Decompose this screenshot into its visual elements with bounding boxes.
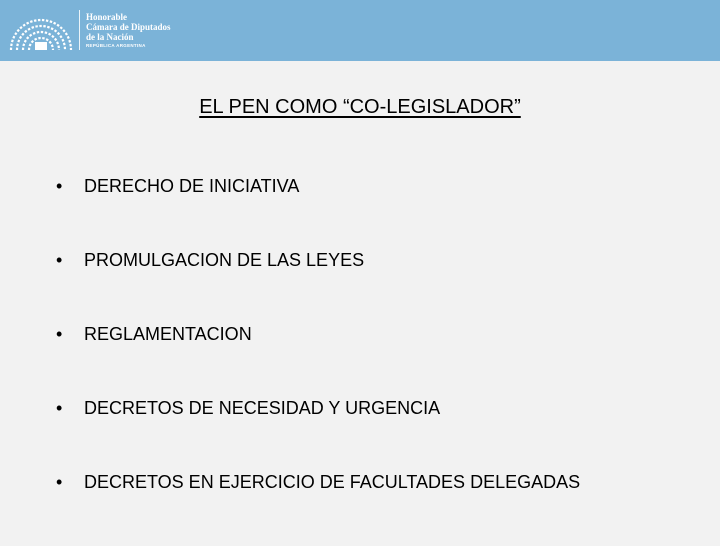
bullet-dot: •: [56, 398, 63, 418]
bullet-item: [56, 324, 580, 398]
bullet-item: [56, 250, 580, 324]
header-bar: [0, 0, 720, 61]
bullet-list: [56, 176, 580, 546]
bullet-item: [56, 472, 580, 546]
org-logotype: [86, 12, 171, 49]
org-country: REPÚBLICA ARGENTINA: [86, 43, 146, 48]
bullet-item: [56, 398, 580, 472]
bullet-text: DERECHO DE INICIATIVA: [84, 176, 300, 196]
slide-title: [0, 96, 720, 119]
bullet-dot: •: [56, 472, 63, 492]
logo-divider: [79, 10, 80, 50]
bullet-text: DECRETOS EN EJERCICIO DE FACULTADES DELEGADAS: [84, 472, 581, 492]
org-name-line1: Honorable: [86, 12, 128, 22]
bullet-dot: •: [56, 250, 63, 270]
bullet-dot: •: [56, 324, 63, 344]
bullet-dot: •: [56, 176, 63, 196]
parliament-hemicycle-icon: [8, 6, 74, 54]
bullet-text: DECRETOS DE NECESIDAD Y URGENCIA: [84, 398, 441, 418]
bullet-text: PROMULGACION DE LAS LEYES: [84, 250, 365, 270]
org-name-line2: Cámara de Diputados: [86, 22, 171, 32]
bullet-text: REGLAMENTACION: [84, 324, 252, 344]
slide-title-text: EL PEN COMO “CO-LEGISLADOR”: [199, 96, 521, 118]
org-name-line3: de la Nación: [86, 32, 134, 42]
bullet-item: [56, 176, 580, 250]
